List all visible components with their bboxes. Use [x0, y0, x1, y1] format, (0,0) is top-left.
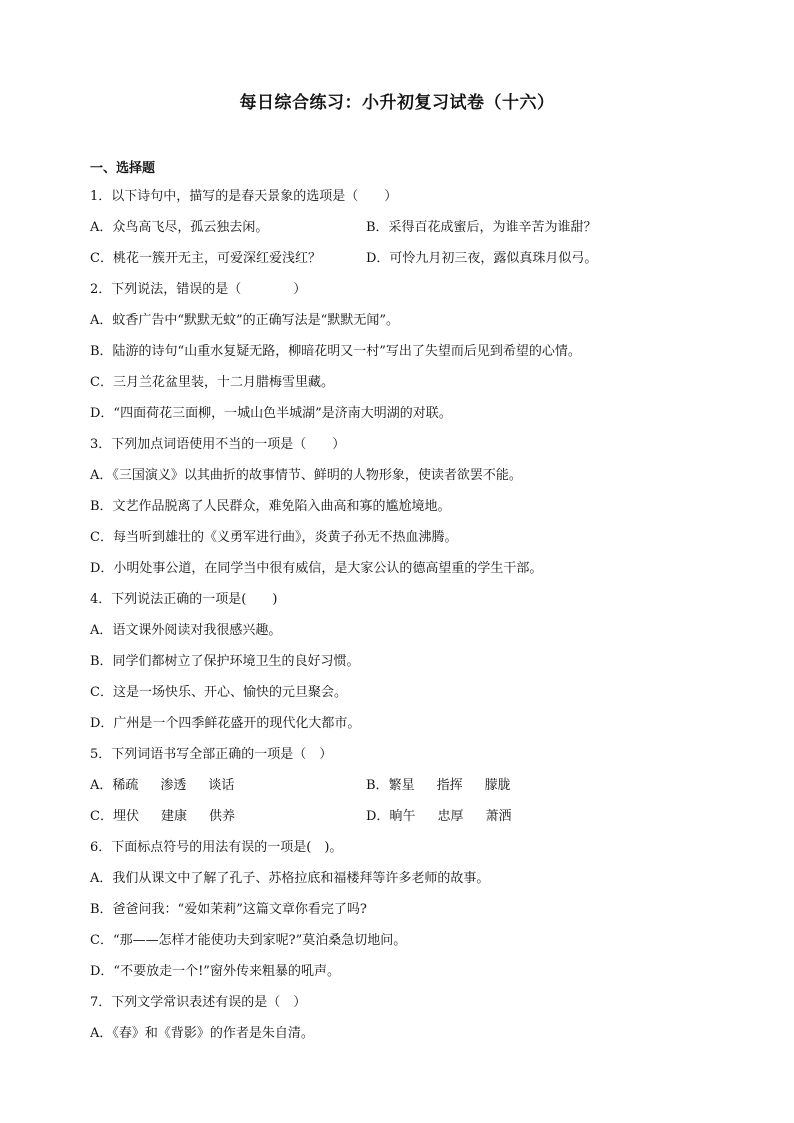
question-1-option-c: C．桃花一簇开无主，可爱深红爱浅红？ — [90, 251, 321, 266]
question-5-option-a — [90, 770, 366, 801]
option-word: 指挥 — [436, 778, 463, 793]
question-2-option-d: D．“四面荷花三面柳，一城山色半城湖”是济南大明湖的对联。 — [90, 406, 452, 421]
question-5-option-c — [90, 801, 366, 832]
question-5-option-d — [366, 801, 730, 832]
question-7-option-a: A．《春》和《背影》的作者是朱自清。 — [90, 1026, 314, 1041]
question-4-option-d: D．广州是一个四季鲜花盛开的现代化大都市。 — [90, 716, 361, 731]
question-4-option-a: A．语文课外阅读对我很感兴趣。 — [90, 623, 282, 638]
question-4-option-c: C．这是一场快乐、开心、愉快的元旦聚会。 — [90, 685, 347, 700]
option-label: C． — [90, 809, 113, 824]
question-5-options-row-2 — [90, 801, 730, 832]
question-6-option-a: A．我们从课文中了解了孔子、苏格拉底和福楼拜等许多老师的故事。 — [90, 871, 490, 886]
question-3-option-a: A．《三国演义》以其曲折的故事情节、鲜明的人物形象，使读者欲罢不能。 — [90, 468, 522, 483]
question-1-stem: 1．以下诗句中，描写的是春天景象的选项是（ ） — [90, 189, 398, 204]
question-3-option-c: C．每当听到雄壮的《义勇军进行曲》，炎黄子孙无不热血沸腾。 — [90, 530, 458, 545]
option-word: 谈话 — [208, 778, 235, 793]
question-5-stem: 5．下列词语书写全部正确的一项是（ ） — [90, 747, 333, 762]
page-title: 每日综合练习：小升初复习试卷（十六） — [239, 93, 555, 113]
question-3-option-b: B．文艺作品脱离了人民群众，难免陷入曲高和寡的尴尬境地。 — [90, 499, 451, 514]
question-2-stem: 2．下列说法，错误的是（ ） — [90, 282, 307, 297]
option-word: 晌午 — [389, 809, 416, 824]
question-3-stem: 3．下列加点词语使用不当的一项是（ ） — [90, 437, 346, 452]
question-2-option-a: A．蚊香广告中“默默无蚊”的正确写法是“默默无闻”。 — [90, 313, 399, 328]
option-word: 稀疏 — [112, 778, 139, 793]
option-label: B． — [366, 778, 389, 793]
exam-content — [90, 157, 730, 1049]
question-5-options-row-1 — [90, 770, 730, 801]
section-title: 一、选择题 — [90, 161, 156, 176]
question-1-option-d: D．可怜九月初三夜，露似真珠月似弓。 — [366, 251, 598, 266]
question-6-option-b: B．爸爸问我：“爱如茉莉”这篇文章你看完了吗? — [90, 902, 367, 917]
question-5-option-b — [366, 770, 730, 801]
option-word: 繁星 — [388, 778, 415, 793]
option-word: 忠厚 — [437, 809, 464, 824]
question-4-stem: 4．下列说法正确的一项是( ) — [90, 592, 278, 607]
option-label: D． — [366, 809, 390, 824]
question-2-option-b: B．陆游的诗句“山重水复疑无路，柳暗花明又一村”写出了失望而后见到希望的心情。 — [90, 344, 581, 359]
option-label: A． — [90, 778, 113, 793]
question-6-option-d: D．“不要放走一个!”窗外传来粗暴的吼声。 — [90, 964, 340, 979]
question-6-stem: 6．下面标点符号的用法有误的一项是( )。 — [90, 840, 343, 855]
question-1-options-row-1 — [90, 212, 730, 243]
question-2-option-c: C．三月兰花盆里装，十二月腊梅雪里藏。 — [90, 375, 334, 390]
option-word: 埋伏 — [112, 809, 139, 824]
question-3-option-d: D．小明处事公道，在同学当中很有威信，是大家公认的德高望重的学生干部。 — [90, 561, 543, 576]
question-4-option-b: B．同学们都树立了保护环境卫生的良好习惯。 — [90, 654, 360, 669]
question-7-stem: 7．下列文学常识表述有误的是（ ） — [90, 995, 307, 1010]
option-word: 朦胧 — [484, 778, 511, 793]
question-1-options-row-2 — [90, 243, 730, 274]
option-word: 建康 — [160, 809, 187, 824]
option-word: 渗透 — [160, 778, 187, 793]
question-6-option-c: C．“那——怎样才能使功夫到家呢?”莫泊桑急切地问。 — [90, 933, 407, 948]
option-word: 供养 — [208, 809, 235, 824]
question-1-option-b: B．采得百花成蜜后，为谁辛苦为谁甜？ — [366, 220, 597, 235]
option-word: 萧洒 — [485, 809, 512, 824]
question-1-option-a: A．众鸟高飞尽，孤云独去闲。 — [90, 220, 269, 235]
